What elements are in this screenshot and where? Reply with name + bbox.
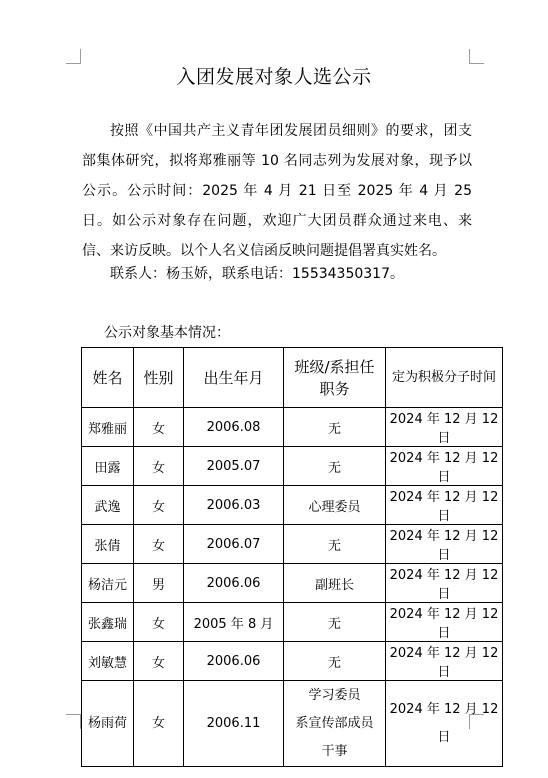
header-role	[284, 348, 386, 408]
table-row	[82, 564, 503, 603]
cell-name: 田露	[82, 447, 134, 486]
cell-name: 刘敏慧	[82, 642, 134, 681]
cell-birth: 2005 年 8 月	[184, 603, 284, 642]
cell-gender: 女	[134, 681, 184, 767]
cell-gender: 女	[134, 603, 184, 642]
cell-name: 杨雨荷	[82, 681, 134, 767]
header-gender: 性别	[134, 348, 184, 408]
cell-role: 无	[284, 408, 386, 447]
header-birth: 出生年月	[184, 348, 284, 408]
cell-birth: 2006.06	[184, 642, 284, 681]
cell-birth: 2005.07	[184, 447, 284, 486]
header-activist-date: 定为积极分子时间	[386, 348, 503, 408]
header-role-line-1: 班级/系担任	[294, 357, 375, 376]
cell-name: 张鑫瑞	[82, 603, 134, 642]
cell-name: 武逸	[82, 486, 134, 525]
table-row	[82, 447, 503, 486]
cell-date: 2024 年 12 月 12 日	[386, 486, 503, 525]
document-title: 入团发展对象人选公示	[176, 66, 372, 88]
cell-role: 无	[284, 447, 386, 486]
contact-line: 联系人：杨玉娇，联系电话：15534350317。	[110, 266, 404, 282]
cell-role: 无	[284, 525, 386, 564]
table-caption: 公示对象基本情况：	[104, 325, 230, 341]
cell-gender: 女	[134, 642, 184, 681]
cell-role-line: 学习委员	[308, 687, 361, 703]
cell-gender: 男	[134, 564, 184, 603]
cell-role	[284, 681, 386, 767]
page-corner-mark-bottom-left	[66, 714, 81, 729]
table-row	[82, 681, 503, 767]
cell-role-line: 系宣传部成员	[295, 715, 374, 731]
cell-role-line: 干事	[321, 743, 348, 759]
cell-date: 2024 年 12 月 12 日	[386, 603, 503, 642]
candidate-table	[81, 347, 503, 767]
cell-gender: 女	[134, 525, 184, 564]
header-name: 姓名	[82, 348, 134, 408]
announcement-paragraph: 按照《中国共产主义青年团发展团员细则》的要求，团支部集体研究，拟将郑雅丽等 10 名同志列为发展对象，现予以公示。公示时间：2025 年 4 月 21 日至 2025 年 4 月 25 日。如公示对象存在问题，欢迎广大团员群众通过来电、来信、来访反映。以个人名义信函反映问题提倡署真实姓名。	[82, 123, 472, 259]
cell-role: 副班长	[284, 564, 386, 603]
cell-birth: 2006.08	[184, 408, 284, 447]
cell-date: 2024 年 12 月 12 日	[386, 681, 503, 767]
table-row	[82, 642, 503, 681]
table-row	[82, 408, 503, 447]
cell-name: 杨洁元	[82, 564, 134, 603]
cell-date: 2024 年 12 月 12 日	[386, 408, 503, 447]
page-corner-mark-top-right	[469, 49, 484, 64]
cell-date: 2024 年 12 月 12 日	[386, 447, 503, 486]
cell-birth: 2006.11	[184, 681, 284, 767]
cell-date: 2024 年 12 月 12 日	[386, 642, 503, 681]
cell-birth: 2006.06	[184, 564, 284, 603]
cell-date: 2024 年 12 月 12 日	[386, 525, 503, 564]
cell-role: 无	[284, 603, 386, 642]
cell-gender: 女	[134, 408, 184, 447]
page-corner-mark-top-left	[66, 49, 81, 64]
header-role-line-2: 职务	[319, 379, 350, 398]
table-row	[82, 525, 503, 564]
cell-birth: 2006.07	[184, 525, 284, 564]
cell-name: 张倩	[82, 525, 134, 564]
cell-gender: 女	[134, 447, 184, 486]
cell-role: 心理委员	[284, 486, 386, 525]
table-row	[82, 603, 503, 642]
cell-gender: 女	[134, 486, 184, 525]
cell-name: 郑雅丽	[82, 408, 134, 447]
cell-role: 无	[284, 642, 386, 681]
table-row	[82, 486, 503, 525]
table-header-row	[82, 348, 503, 408]
cell-birth: 2006.03	[184, 486, 284, 525]
cell-date: 2024 年 12 月 12 日	[386, 564, 503, 603]
